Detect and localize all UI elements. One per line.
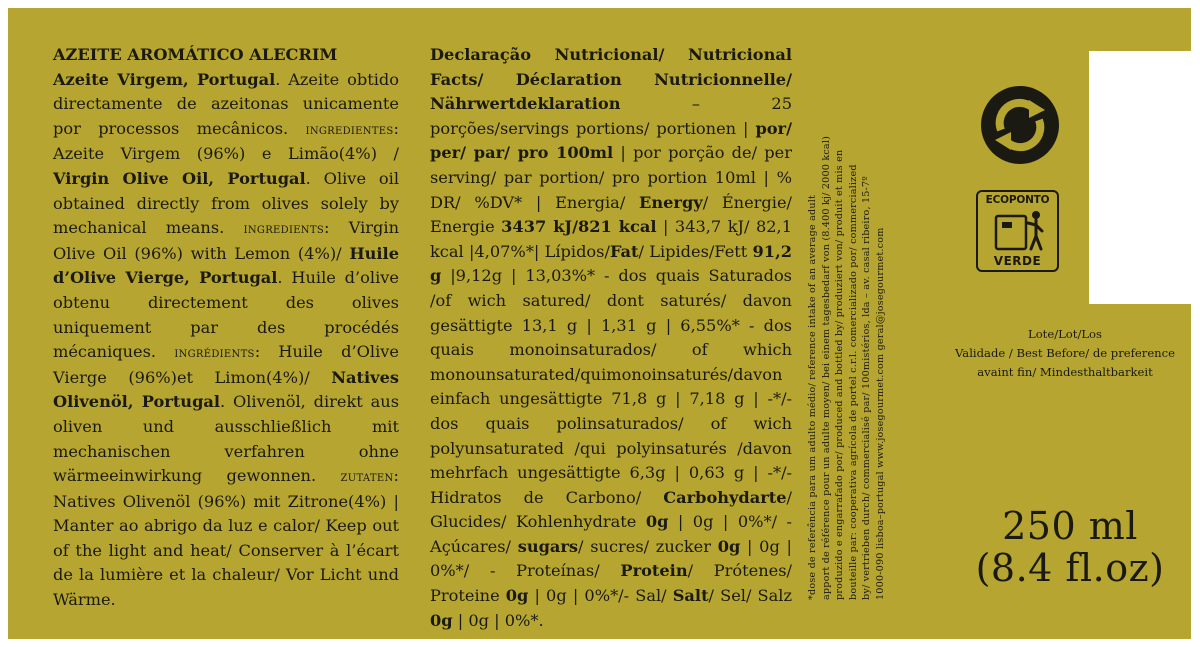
nutrition-text: | 0g | 0%*/ - Açúcares/	[430, 512, 792, 556]
recycle-icon	[979, 84, 1061, 166]
nutrition-energy-value: 3437 kJ/821 kcal	[501, 217, 657, 237]
reference-intake-line: apport de référence pour un adulte moyen/ bei einem tagesbedarf von (8.400 kj/ 2000 kcal)	[820, 135, 832, 600]
french-ingredients-label: ingrédients	[174, 345, 255, 362]
reference-intake-line: *dose de referência para um adulto médio/ reference intake of an average adult	[807, 194, 818, 600]
french-ingredients: : Huile d’Olive Vierge (96%)et Limon(4%)/	[53, 342, 399, 387]
portuguese-name: Azeite Virgem, Portugal	[53, 69, 276, 89]
nutrition-text: / Lipides/Fett	[638, 241, 753, 261]
verde-label: VERDE	[993, 254, 1042, 268]
ecoponto-verde-badge	[976, 190, 1059, 272]
nutrition-column	[430, 43, 792, 633]
portuguese-ingredients-label: ingredientes	[305, 121, 394, 138]
nutrition-text: | 343,7 kJ/ 82,1 kcal |4,07%*| Lípidos/	[430, 217, 792, 261]
contact-line: 1000-090 lisboa–portugal www.josegourmet.com geral@josegourmet.com	[874, 227, 886, 600]
nutrition-sugars-label: sugars	[517, 536, 579, 556]
nutrition-text: | por porção de/ per serving/ par portion/ pro portion 10ml | % DR/ %DV* | Energia/	[430, 143, 792, 212]
nutrition-text: / Glucides/ Kohlenhydrate	[430, 487, 792, 532]
blank-white-area	[1089, 51, 1191, 304]
recycling-bin-icon	[992, 208, 1048, 252]
lot-info	[944, 325, 1186, 382]
nutrition-text: | 0g | 0%*/- Sal/	[528, 586, 673, 606]
nutrition-text: / Énergie/ Energie	[430, 192, 792, 237]
nutrition-protein-value: 0g	[505, 586, 529, 606]
german-ingredients-label: zutaten	[340, 469, 394, 486]
lot-label: Lote/Lot/Los	[1028, 327, 1102, 341]
volume-metric: 250 ml	[1002, 504, 1138, 548]
english-name: Virgin Olive Oil, Portugal	[53, 168, 306, 188]
german-ingredients-storage: : Natives Olivenöl (96%) mit Zitrone(4%) | Manter ao abrigo da luz e calor/ Keep out of the light and heat/ Conserver à l’écart de la lumière et la chaleur/ Vor Licht und Wärme.	[53, 466, 399, 610]
distributor-line: by/ vertrieben durch/ commercialisé par/ 100mistérios, lda – av. casal ribeiro, 15-7º	[861, 175, 873, 600]
producer-line: bouteille par: cooperativa agrícola de portel c.r.l. comercializado por/ commercialized	[847, 164, 859, 600]
french-name: Huile d’Olive Vierge, Portugal	[53, 243, 399, 288]
nutrition-text: | 0g | 0%*.	[452, 610, 544, 630]
portuguese-ingredients: : Azeite Virgem (96%) e Limão(4%) /	[53, 118, 399, 164]
nutrition-text: |9,12g | 13,03%* - dos quais Saturados /of wich satured/ dont saturés/ davon gesättigte 13,1 g | 1,31 g | 6,55%* - dos quais monoinsaturados/ of which monounsaturated/quimonoinsaturés/davon einfach ungesättigte 71,8 g | 7,18 g | -*/- dos quais polinsaturados/ of wich polyunsaturated /qui polyinsaturés /davon mehrfach ungesättigte 6,3g | 0,63 g | -*/- Hidratos de Carbono/	[430, 266, 792, 507]
nutrition-heading: Declaração Nutricional/ Nutricional Facts/ Déclaration Nutricionnelle/ Nährwertdeklaration	[430, 45, 792, 114]
nutrition-fat-value: 91,2 g	[430, 241, 792, 286]
english-ingredients-label: ingredients	[243, 221, 324, 238]
french-description: . Huile d’olive obtenu directement des olives uniquement par des procédés mécaniques.	[53, 268, 399, 362]
nutrition-salt-value: 0g	[430, 610, 453, 630]
best-before-label: Validade / Best Before/ de preference	[954, 346, 1176, 360]
best-before-label-cont: avaint fin/ Mindesthaltbarkeit	[977, 365, 1153, 379]
producer-info-vertical	[806, 40, 888, 600]
product-title: AZEITE AROMÁTICO ALECRIM	[53, 45, 338, 64]
german-name: Natives Olivenöl, Portugal	[53, 367, 399, 412]
net-volume	[960, 505, 1180, 589]
nutrition-text: – 25 porções/servings portions/ portionen |	[430, 94, 792, 138]
nutrition-protein-label: Protein	[620, 561, 688, 581]
producer-line: produzido e engarrafado por/ produced and bottled by/ produziert von/ produit et mis en	[834, 149, 846, 600]
nutrition-carb-label: Carbohydarte	[663, 487, 787, 507]
nutrition-text: / Sel/ Salz	[708, 586, 792, 606]
description-column	[53, 43, 399, 613]
nutrition-carb-value: 0g	[645, 512, 669, 532]
english-ingredients: : Virgin Olive Oil (96%) with Lemon (4%)/	[53, 218, 399, 263]
nutrition-text: | 0g | 0%*/ - Proteínas/	[430, 536, 793, 581]
nutrition-energy-label: Energy	[639, 192, 703, 212]
nutrition-fat-label: Fat	[609, 241, 639, 261]
volume-imperial: (8.4 fl.oz)	[975, 546, 1165, 590]
english-description: . Olive oil obtained directly from olives solely by mechanical means.	[53, 168, 399, 238]
nutrition-text: / Prótenes/ Proteine	[430, 561, 793, 606]
nutrition-text: / sucres/ zucker	[578, 536, 718, 556]
nutrition-sugars-value: 0g	[717, 536, 741, 556]
nutrition-salt-label: Salt	[672, 586, 709, 606]
ecoponto-label: ECOPONTO	[985, 194, 1050, 206]
portuguese-description: . Azeite obtido directamente de azeitonas unicamente por processos mecânicos.	[53, 69, 399, 138]
nutrition-per-100ml: por/ per/ par/ pro 100ml	[430, 118, 792, 163]
german-description: . Olivenöl, direkt aus oliven und ausschließlich mit mechanischen verfahren ohne wärmeeinwirkung gewonnen.	[53, 392, 400, 486]
